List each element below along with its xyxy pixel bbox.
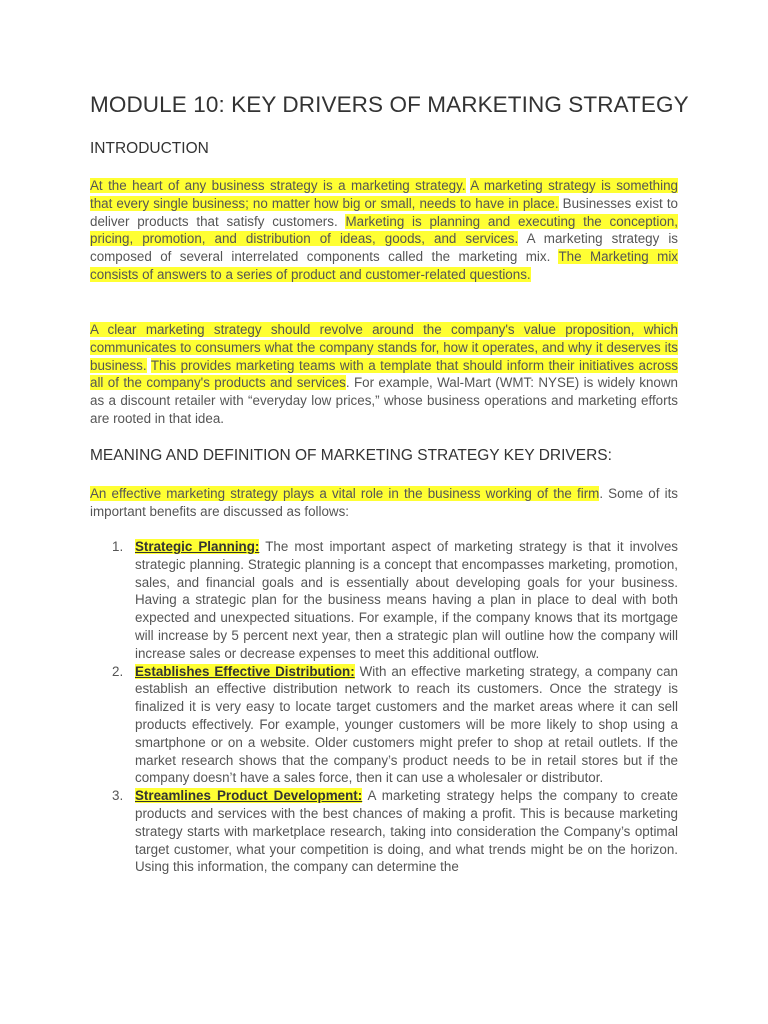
- list-item: [90, 538, 678, 663]
- introduction-paragraph-1: [90, 177, 678, 284]
- highlighted-sentence: This provides marketing teams with a template that should inform their initiatives across all of the company's products and services: [90, 357, 678, 391]
- list-number: 1.: [112, 539, 124, 554]
- benefits-list: [90, 538, 678, 876]
- list-number: 3.: [112, 788, 124, 804]
- list-item: [90, 663, 678, 788]
- highlighted-sentence: At the heart of any business strategy is a marketing strategy.: [90, 178, 466, 193]
- highlighted-sentence: Marketing is planning and executing the conception, pricing, promotion, and distribution of ideas, goods, and services.: [90, 213, 678, 247]
- list-item-text: A marketing strategy helps the company to create products and services with the best chances of making a profit. This is because marketing strategy starts with marketplace research, taking into consideration the Company’s optimal target customer, what your competition is doing, and what trends might be on the horizon. Using this information, the company can determine the: [135, 788, 678, 875]
- list-item-text: With an effective marketing strategy, a company can establish an effective distribution network to reach its customers. Once the strategy is finalized it is very easy to locate target customers and the market areas where it can sell products effectively. For example, younger customers will be more likely to shop using a smartphone or on a website. Older customers might prefer to shop at retail outlets. If the market research shows that the company’s product needs to be in retail stores but if the company doesn’t have a sales force, then it can use a wholesaler or distributor.: [135, 663, 678, 786]
- introduction-heading: INTRODUCTION: [90, 140, 209, 157]
- list-item-text: The most important aspect of marketing strategy is that it involves strategic planning. Strategic planning is a concept that encompasses marketing, promotion, sales, and financial goals and is essentially about developing goals for your business. Having a strategic plan for the business means having a plan in place to deal with both expected and unexpected situations. For example, if the company knows that its mortgage will increase by 5 percent next year, then a strategic plan will outline how the company will increase sales or decrease expenses to meet this additional outflow.: [135, 539, 678, 661]
- sentence: . Some of its important benefits are discussed as follows:: [90, 486, 679, 519]
- meaning-heading: MEANING AND DEFINITION OF MARKETING STRATEGY KEY DRIVERS:: [90, 447, 612, 464]
- sentence: . For example, Wal-Mart (WMT: NYSE) is widely known as a discount retailer with “everyday low prices,” whose business operations and marketing efforts are rooted in that idea.: [90, 375, 678, 426]
- sentence: Businesses exist to deliver products that satisfy customers.: [90, 195, 678, 229]
- highlighted-sentence: An effective marketing strategy plays a vital role in the business working of the firm: [90, 486, 600, 501]
- list-number: 2.: [112, 663, 124, 679]
- sentence: A marketing strategy is composed of several interrelated components called the marketing mix.: [90, 231, 679, 265]
- highlighted-sentence: A clear marketing strategy should revolve around the company's value proposition, which communicates to consumers what the company stands for, how it operates, and why it deserves its business.: [90, 322, 678, 373]
- highlighted-sentence: A marketing strategy is something that every single business; no matter how big or small, needs to have in place.: [90, 178, 679, 211]
- page-title: MODULE 10: KEY DRIVERS OF MARKETING STRATEGY: [90, 92, 689, 117]
- introduction-paragraph-2: [90, 321, 678, 428]
- highlighted-sentence: The Marketing mix consists of answers to a series of product and customer-related questions.: [90, 249, 678, 282]
- list-item-term: Streamlines Product Development:: [135, 788, 363, 804]
- meaning-paragraph: [90, 485, 678, 521]
- list-item-term: Strategic Planning:: [135, 539, 260, 554]
- list-item-term: Establishes Effective Distribution:: [135, 663, 355, 679]
- list-item: [90, 787, 678, 876]
